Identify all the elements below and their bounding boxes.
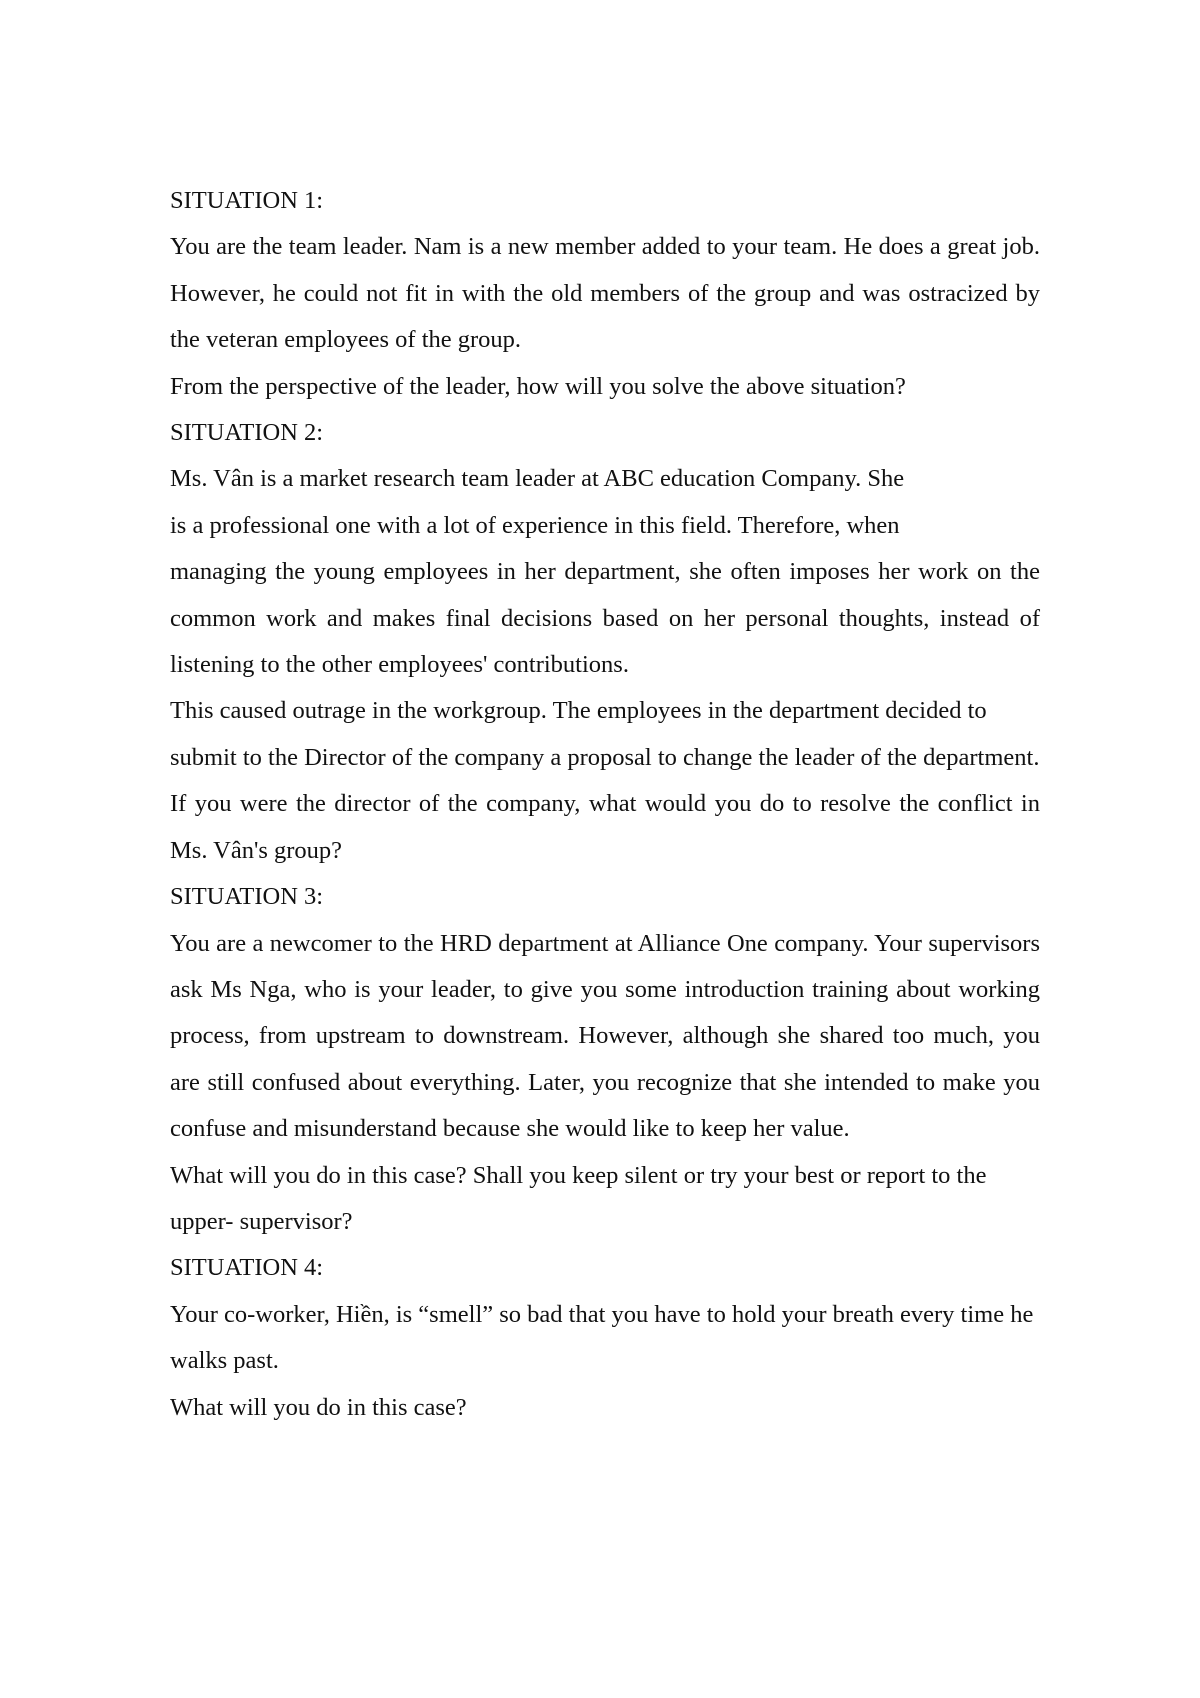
situation-description: Your co-worker, Hiền, is “smell” so bad that you have to hold your breath every time he walks past. [170,1300,1034,1375]
text-line: is a professional one with a lot of experience in this field. Therefore, when [170,511,900,539]
situation-description: managing the young employees in her department, she often imposes her work on the common work and makes final decisions based on her personal thoughts, instead of listening to the other employees' contributions. [170,558,1040,679]
situation-question: If you were the director of the company, what would you do to resolve the conflict in Ms. Vân's group? [170,790,1040,864]
situation-heading: SITUATION 2: [170,419,324,447]
situation-4 [170,1245,1040,1431]
situation-3 [170,874,1040,1245]
situation-description: You are the team leader. Nam is a new member added to your team. He does a great job. However, he could not fit in with the old members of the group and was ostracized by the veteran employees of the group. [170,233,1040,354]
situation-heading: SITUATION 4: [170,1254,324,1282]
situation-1 [170,178,1040,410]
situation-question: What will you do in this case? [170,1393,467,1421]
situation-2 [170,410,1040,874]
situation-heading: SITUATION 3: [170,883,324,911]
situation-description: This caused outrage in the workgroup. The employees in the department decided to submit to the Director of the company a proposal to change the leader of the department. [170,697,1040,771]
document-page [170,178,1040,1431]
text-line: Ms. Vân is a market research team leader at ABC education Company. She [170,465,905,493]
situation-question: What will you do in this case? Shall you keep silent or try your best or report to the upper- supervisor? [170,1161,987,1235]
situation-question: From the perspective of the leader, how will you solve the above situation? [170,372,906,400]
situation-description: You are a newcomer to the HRD department at Alliance One company. Your supervisors ask Ms Nga, who is your leader, to give you some introduction training about working process, from upstream to downstream. However, although she shared too much, you are still confused about everything. Later, you recognize that she intended to make you confuse and misunderstand because she would like to keep her value. [170,929,1040,1143]
situation-description-lines [170,456,1040,549]
situation-heading: SITUATION 1: [170,187,324,214]
